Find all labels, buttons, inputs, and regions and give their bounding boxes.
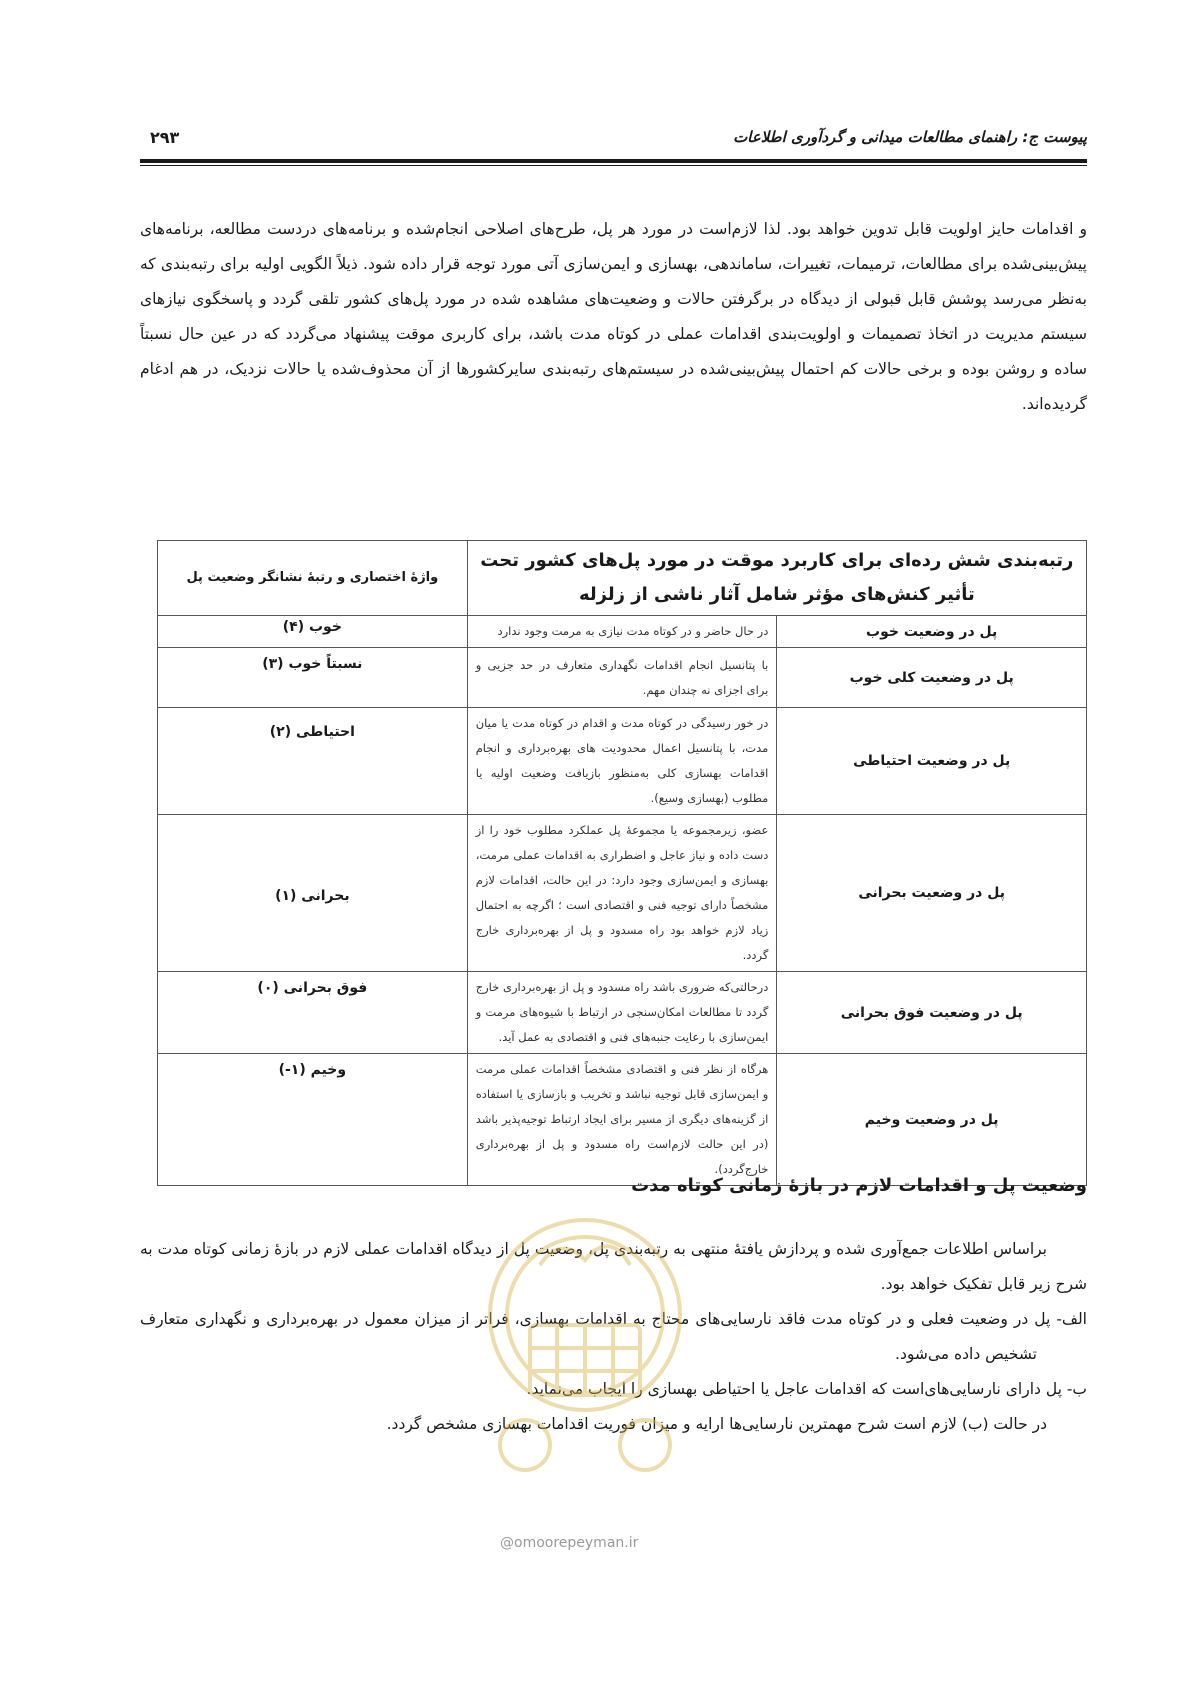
table-row: [158, 648, 1087, 708]
status-cell: پل در وضعیت کلی خوب: [777, 648, 1087, 708]
description-cell: در حال حاضر و در کوتاه مدت نیازی به مرمت وجود ندارد: [467, 616, 777, 648]
status-cell: پل در وضعیت وخیم: [777, 1054, 1087, 1186]
table-row: [158, 616, 1087, 648]
rank-cell: بحرانی (۱): [158, 815, 468, 972]
header-rule-thin: [140, 165, 1087, 166]
intro-section: [140, 212, 1087, 422]
watermark-script: [540, 1246, 630, 1265]
description-cell: درحالتی‌که ضروری باشد راه مسدود و پل از بهره‌برداری خارج گردد تا مطالعات امکان‌سنجی در ارتباط با شیوه‌های مرمت و ایمن‌سازی با رعایت جنبه‌های فنی و اقتصادی به عمل آید.: [467, 972, 777, 1054]
rank-cell: فوق بحرانی (۰): [158, 972, 468, 1054]
table-row: [158, 708, 1087, 815]
list-item-b: ب- پل دارای نارسایی‌های‌است که اقدامات عاجل یا احتیاطی بهسازی را ایجاب می‌نماید.: [526, 1380, 1087, 1398]
rank-cell: نسبتاً خوب (۳): [158, 648, 468, 708]
status-cell: پل در وضعیت احتیاطی: [777, 708, 1087, 815]
section-heading: وضعیت پل و اقدامات لازم در بازهٔ زمانی کوتاه مدت: [631, 1175, 1087, 1196]
description-cell: با پتانسیل انجام اقدامات نگهداری متعارف در حد جزیی و برای اجزای نه چندان مهم.: [467, 648, 777, 708]
watermark-text: @omoorepeyman.ir: [500, 1535, 639, 1551]
table-row: [158, 815, 1087, 972]
intro-paragraph: و اقدامات حایز اولویت قابل تدوین خواهد بود. لذا لازم‌است در مورد هر پل، طرح‌های اصلاحی انجام‌شده و برنامه‌های دردست مطالعه، برنامه‌های پیش‌بینی‌شده برای مطالعات، ترمیمات، تغییرات، ساماندهی، بهسازی و ایمن‌سازی آتی مورد توجه قرار داده شود. ذیلاً الگویی اولیه برای رتبه‌بندی که به‌نظر می‌رسد پوشش قابل قبولی از دیدگاه در برگرفتن حالات و وضعیت‌های مشاهده شده در مورد پل‌های کشور تلقی گردد و پاسخگوی نیازهای سیستم مدیریت در اتخاذ تصمیمات و اولویت‌بندی اقدامات عملی در کوتاه مدت باشد، برای کاربری موقت پیشنهاد می‌گردد که در عین حال نسبتاً ساده و روشن بوده و برخی حالات کم احتمال پیش‌بینی‌شده در سیستم‌های رتبه‌بندی سایرکشورها از آن محذوف‌شده یا حالات نزدیک، در هم ادغام گردیده‌اند.: [140, 220, 1087, 413]
watermark-gear-right: [620, 1420, 670, 1470]
table-header-main: رتبه‌بندی شش رده‌ای برای کاربرد موقت در مورد پل‌های کشور تحت تأثیر کنش‌های مؤثر شامل آثار ناشی از زلزله: [467, 541, 1086, 616]
watermark-gear-left: [500, 1420, 550, 1470]
page-number: ۲۹۳: [150, 128, 180, 147]
note-paragraph: در حالت (ب) لازم است شرح مهمترین نارسایی‌ها ارایه و میزان فوریت اقدامات بهسازی مشخص گردد.: [386, 1415, 1047, 1433]
rating-table: [157, 540, 1087, 1186]
description-cell: عضو، زیرمجموعه یا مجموعهٔ پل عملکرد مطلوب خود را از دست داده و نیاز عاجل و اضطراری به اقدامات عملی مرمت، بهسازی و ایمن‌سازی وجود دارد: در این حالت، اقدامات لازم مشخصاً دارای توجیه فنی و اقتصادی است ؛ اگرچه به احتمال زیاد لازم خواهد بود راه مسدود و پل از بهره‌برداری خارج گردد.: [467, 815, 777, 972]
rank-cell: خوب (۴): [158, 616, 468, 648]
rank-cell: وخیم (۱-): [158, 1054, 468, 1186]
rank-cell: احتیاطی (۲): [158, 708, 468, 815]
list-item-a: الف- پل در وضعیت فعلی و در کوتاه مدت فاقد نارسایی‌های محتاج به اقدامات بهسازی، فراتر از میزان معمول در بهره‌برداری و نگهداری متعارف تشخیص داده می‌شود.: [140, 1310, 1087, 1363]
watermark-seal: [460, 1195, 710, 1495]
body-paragraph: براساس اطلاعات جمع‌آوری شده و پردازش یافتهٔ منتهی به رتبه‌بندی پل، وضعیت پل از دیدگاه اقدامات عملی لازم در بازهٔ زمانی کوتاه مدت به شرح زیر قابل تفکیک خواهد بود.: [140, 1240, 1087, 1293]
table-row: [158, 972, 1087, 1054]
page-header: [140, 128, 1087, 162]
table-header-side: واژهٔ اختصاری و رتبهٔ نشانگر وضعیت پل: [158, 541, 468, 616]
description-cell: در خور رسیدگی در کوتاه مدت و اقدام در کوتاه مدت یا میان مدت، با پتانسیل اعمال محدودیت های بهره‌برداری و انجام اقدامات بهسازی کلی به‌منظور بازیافت وضعیت اولیه یا مطلوب (بهسازی وسیع).: [467, 708, 777, 815]
header-rule-thick: [140, 159, 1087, 163]
table-header-row: [158, 541, 1087, 616]
description-cell: هرگاه از نظر فنی و اقتصادی مشخصاً اقدامات عملی مرمت و ایمن‌سازی قابل توجیه نباشد و تخریب و بازسازی یا استفاده از گزینه‌های دیگری از مسیر برای ایجاد ارتباط توجیه‌پذیر باشد (در این حالت لازم‌است راه مسدود و پل از بهره‌برداری خارج‌گردد).: [467, 1054, 777, 1186]
table-row: [158, 1054, 1087, 1186]
status-cell: پل در وضعیت بحرانی: [777, 815, 1087, 972]
status-cell: پل در وضعیت فوق بحرانی: [777, 972, 1087, 1054]
status-cell: پل در وضعیت خوب: [777, 616, 1087, 648]
header-title: پیوست ج: راهنمای مطالعات میدانی و گردآوری اطلاعات: [733, 128, 1087, 146]
